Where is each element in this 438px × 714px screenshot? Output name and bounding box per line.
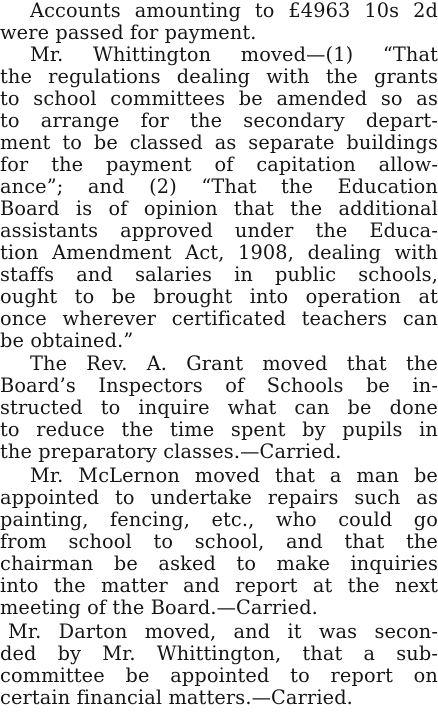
- text-line: structed to inquire what can be done: [0, 396, 438, 419]
- text-line: tion Amendment Act, 1908, dealing with: [0, 241, 438, 264]
- text-line: Board is of opinion that the additional: [0, 197, 438, 220]
- text-line: committee be appointed to report on: [0, 664, 438, 687]
- text-line: were passed for payment.: [0, 21, 257, 44]
- text-line: ought to be brought into operation at: [0, 285, 438, 308]
- text-line: the regulations dealing with the grants: [0, 65, 438, 88]
- text-line: ded by Mr. Whittington, that a sub-: [0, 642, 438, 665]
- text-line: for the payment of capitation allow-: [0, 153, 438, 176]
- text-line: appointed to undertake repairs such as: [0, 486, 438, 509]
- text-line: to arrange for the secondary depart-: [0, 109, 438, 132]
- text-line: The Rev. A. Grant moved that the: [30, 352, 438, 375]
- text-line: staffs and salaries in public schools,: [0, 263, 438, 286]
- text-line: chairman be asked to make inquiries: [0, 552, 438, 575]
- text-line: meeting of the Board.—Carried.: [0, 596, 318, 619]
- text-line: from school to school, and that the: [0, 530, 438, 553]
- text-line: Board’s Inspectors of Schools be in-: [0, 374, 438, 397]
- text-line: painting, fencing, etc., who could go: [0, 508, 438, 531]
- text-line: certain financial matters.—Carried.: [0, 686, 353, 709]
- text-line: into the matter and report at the next: [0, 574, 438, 597]
- text-line: ment to be classed as separate buildings: [0, 131, 438, 154]
- text-line: to reduce the time spent by pupils in: [0, 418, 438, 441]
- text-line: ance”; and (2) “That the Education: [0, 175, 438, 198]
- text-line: be obtained.”: [0, 329, 134, 352]
- text-line: the preparatory classes.—Carried.: [0, 440, 342, 463]
- text-line: to school committees be amended so as: [0, 87, 438, 110]
- text-line: Mr. Whittington moved—(1) “That: [30, 43, 438, 66]
- text-line: Mr. Darton moved, and it was secon-: [8, 620, 438, 643]
- text-line: once wherever certificated teachers can: [0, 307, 438, 330]
- text-line: Mr. McLernon moved that a man be: [30, 464, 438, 487]
- text-line: assistants approved under the Educa-: [0, 219, 438, 242]
- text-line: Accounts amounting to £4963 10s 2d: [30, 0, 438, 22]
